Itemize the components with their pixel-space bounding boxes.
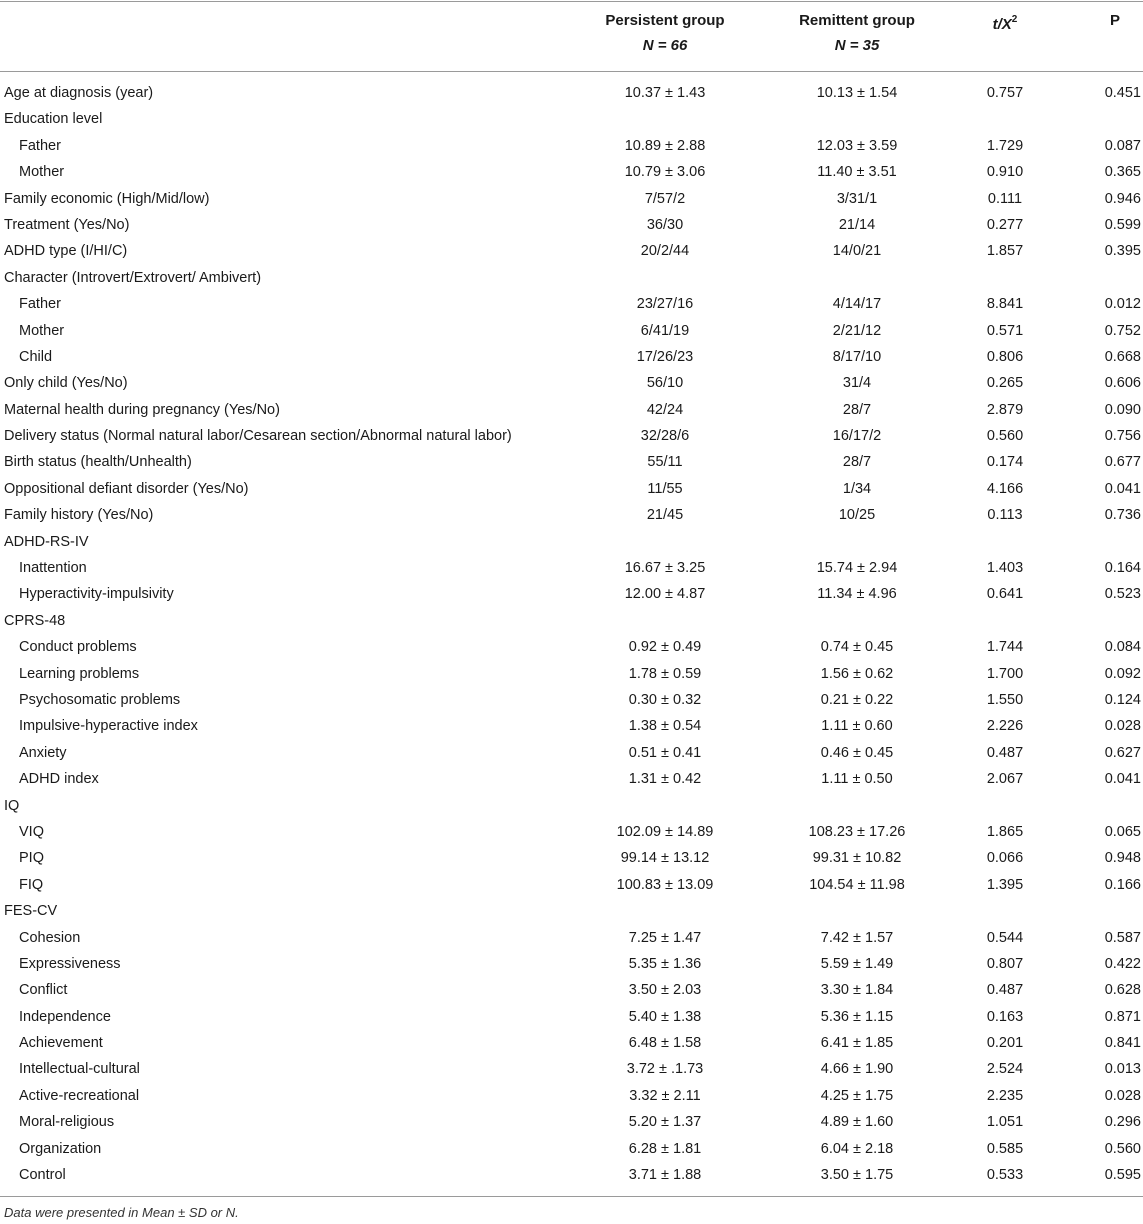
table-body xyxy=(0,80,1143,1188)
header-t-label: t/X xyxy=(992,16,1012,33)
p-value: 0.296 xyxy=(1104,1114,1141,1131)
row-label: Cohesion xyxy=(19,929,81,946)
t-statistic-value: 0.544 xyxy=(986,929,1024,946)
persistent-value: 10.79 ± 3.06 xyxy=(624,164,706,181)
persistent-value: 10.37 ± 1.43 xyxy=(624,85,706,101)
p-value: 0.041 xyxy=(1104,771,1141,788)
row-label: Conflict xyxy=(19,982,68,999)
t-statistic-value: 0.910 xyxy=(986,164,1024,181)
persistent-value: 0.92 ± 0.49 xyxy=(628,639,702,656)
t-statistic-value: 0.571 xyxy=(986,322,1024,339)
persistent-value: 0.51 ± 0.41 xyxy=(628,744,702,761)
remittent-value: 4.25 ± 1.75 xyxy=(820,1087,894,1104)
t-statistic-value: 0.757 xyxy=(986,85,1024,101)
table-row xyxy=(0,977,1143,1003)
t-statistic-value: 2.226 xyxy=(986,718,1024,735)
persistent-value: 3.50 ± 2.03 xyxy=(628,982,702,999)
t-statistic-value: 0.277 xyxy=(986,216,1024,233)
row-label: Oppositional defiant disorder (Yes/No) xyxy=(4,480,249,497)
p-value: 0.084 xyxy=(1104,639,1141,656)
p-value: 0.090 xyxy=(1104,401,1141,418)
table-row xyxy=(0,370,1143,396)
persistent-value: 1.78 ± 0.59 xyxy=(628,665,702,682)
row-label: Hyperactivity-impulsivity xyxy=(19,586,174,603)
t-statistic-value: 2.524 xyxy=(986,1061,1024,1078)
row-label: Control xyxy=(19,1167,66,1184)
remittent-value: 3/31/1 xyxy=(836,190,878,207)
p-value: 0.946 xyxy=(1104,190,1141,207)
persistent-value: 42/24 xyxy=(646,401,684,418)
t-statistic-value: 0.265 xyxy=(986,375,1024,392)
persistent-value: 10.89 ± 2.88 xyxy=(624,137,706,154)
persistent-value: 1.38 ± 0.54 xyxy=(628,718,702,735)
remittent-value: 10/25 xyxy=(838,507,876,524)
t-statistic-value: 2.067 xyxy=(986,771,1024,788)
table-row xyxy=(0,740,1143,766)
table-top-rule xyxy=(0,1,1143,2)
table-row xyxy=(0,133,1143,159)
row-label: Moral-religious xyxy=(19,1114,115,1131)
table-row xyxy=(0,845,1143,871)
remittent-value: 1.11 ± 0.60 xyxy=(821,718,893,735)
remittent-value: 5.36 ± 1.15 xyxy=(820,1008,894,1025)
table-row xyxy=(0,687,1143,713)
p-value: 0.841 xyxy=(1104,1035,1141,1052)
p-value: 0.065 xyxy=(1104,823,1141,840)
t-statistic-value: 0.174 xyxy=(986,454,1024,471)
t-statistic-value: 1.395 xyxy=(986,876,1024,893)
remittent-value: 21/14 xyxy=(838,216,876,233)
row-label: Father xyxy=(19,296,61,313)
table-footnote: Data were presented in Mean ± SD or N. xyxy=(4,1205,239,1220)
persistent-value: 12.00 ± 4.87 xyxy=(624,586,706,603)
t-statistic-value: 1.865 xyxy=(986,823,1024,840)
remittent-value: 4/14/17 xyxy=(832,296,882,313)
remittent-value: 108.23 ± 17.26 xyxy=(808,823,906,840)
table-row xyxy=(0,397,1143,423)
persistent-value: 6.48 ± 1.58 xyxy=(628,1035,702,1052)
remittent-value: 14/0/21 xyxy=(832,243,882,260)
p-value: 0.871 xyxy=(1104,1008,1141,1025)
t-statistic-value: 1.550 xyxy=(986,691,1024,708)
header-test-statistic xyxy=(975,8,1035,37)
persistent-value: 16.67 ± 3.25 xyxy=(624,560,706,577)
table-row xyxy=(0,872,1143,898)
t-statistic-value: 2.879 xyxy=(986,401,1024,418)
persistent-value: 20/2/44 xyxy=(640,243,690,260)
row-label: ADHD type (I/HI/C) xyxy=(4,243,128,260)
row-label: Independence xyxy=(19,1008,111,1025)
table-row xyxy=(0,529,1143,555)
t-statistic-value: 0.066 xyxy=(986,850,1024,867)
row-label: Age at diagnosis (year) xyxy=(4,85,154,101)
p-value: 0.028 xyxy=(1104,1087,1141,1104)
row-label: ADHD index xyxy=(19,771,99,788)
t-statistic-value: 0.113 xyxy=(987,507,1023,524)
p-value: 0.752 xyxy=(1104,322,1141,339)
p-value: 0.041 xyxy=(1104,480,1141,497)
persistent-value: 3.32 ± 2.11 xyxy=(629,1087,701,1104)
remittent-value: 4.89 ± 1.60 xyxy=(820,1114,894,1131)
t-statistic-value: 4.166 xyxy=(986,480,1024,497)
table-row xyxy=(0,159,1143,185)
p-value: 0.948 xyxy=(1104,850,1141,867)
table-row xyxy=(0,661,1143,687)
p-value: 0.756 xyxy=(1104,428,1141,445)
persistent-value: 5.35 ± 1.36 xyxy=(628,955,702,972)
persistent-value: 21/45 xyxy=(646,507,684,524)
t-statistic-value: 0.806 xyxy=(986,348,1024,365)
row-label: Child xyxy=(19,348,53,365)
header-persistent-n: N = 66 xyxy=(642,37,688,54)
remittent-value: 6.04 ± 2.18 xyxy=(820,1140,894,1157)
row-label: FES-CV xyxy=(4,903,58,920)
header-t-superscript: 2 xyxy=(1011,14,1018,25)
remittent-value: 12.03 ± 3.59 xyxy=(816,137,898,154)
remittent-value: 28/7 xyxy=(842,401,872,418)
persistent-value: 7.25 ± 1.47 xyxy=(628,929,702,946)
p-value: 0.599 xyxy=(1104,216,1141,233)
persistent-value: 5.20 ± 1.37 xyxy=(628,1114,702,1131)
table-row xyxy=(0,1162,1143,1188)
p-value: 0.124 xyxy=(1104,691,1141,708)
t-statistic-value: 1.729 xyxy=(986,137,1024,154)
row-label: Birth status (health/Unhealth) xyxy=(4,454,192,471)
table-row xyxy=(0,344,1143,370)
header-remittent-group xyxy=(782,8,932,58)
p-value: 0.028 xyxy=(1104,718,1141,735)
row-label: Inattention xyxy=(19,560,87,577)
row-label: VIQ xyxy=(19,823,44,840)
row-label: Education level xyxy=(4,111,103,128)
row-label: Expressiveness xyxy=(19,955,121,972)
table-row xyxy=(0,502,1143,528)
table-row xyxy=(0,291,1143,317)
row-label: PIQ xyxy=(19,850,44,867)
persistent-value: 7/57/2 xyxy=(644,190,686,207)
table-row xyxy=(0,634,1143,660)
remittent-value: 8/17/10 xyxy=(832,348,882,365)
p-value: 0.736 xyxy=(1104,507,1141,524)
remittent-value: 0.74 ± 0.45 xyxy=(820,639,894,656)
persistent-value: 3.71 ± 1.88 xyxy=(628,1167,702,1184)
persistent-value: 3.72 ± .1.73 xyxy=(626,1061,704,1078)
table-row xyxy=(0,555,1143,581)
table-row xyxy=(0,186,1143,212)
header-remittent-n: N = 35 xyxy=(834,37,880,54)
remittent-value: 11.34 ± 4.96 xyxy=(817,586,897,603)
persistent-value: 32/28/6 xyxy=(640,428,690,445)
p-value: 0.166 xyxy=(1104,876,1141,893)
t-statistic-value: 0.111 xyxy=(987,190,1023,207)
t-statistic-value: 1.700 xyxy=(986,665,1024,682)
row-label: Character (Introvert/Extrovert/ Ambivert) xyxy=(4,269,262,286)
row-label: Psychosomatic problems xyxy=(19,691,181,708)
remittent-value: 15.74 ± 2.94 xyxy=(816,560,898,577)
t-statistic-value: 0.201 xyxy=(986,1035,1024,1052)
t-statistic-value: 0.641 xyxy=(986,586,1024,603)
table-row xyxy=(0,423,1143,449)
remittent-value: 4.66 ± 1.90 xyxy=(820,1061,894,1078)
persistent-value: 1.31 ± 0.42 xyxy=(628,771,702,788)
table-row xyxy=(0,238,1143,264)
p-value: 0.627 xyxy=(1104,744,1141,761)
row-label: Anxiety xyxy=(19,744,67,761)
table-row xyxy=(0,608,1143,634)
table-row xyxy=(0,318,1143,344)
p-value: 0.523 xyxy=(1104,586,1141,603)
remittent-value: 1.56 ± 0.62 xyxy=(820,665,894,682)
t-statistic-value: 0.585 xyxy=(986,1140,1024,1157)
p-value: 0.395 xyxy=(1104,243,1141,260)
table-bottom-rule xyxy=(0,1196,1143,1197)
persistent-value: 6.28 ± 1.81 xyxy=(628,1140,702,1157)
remittent-value: 104.54 ± 11.98 xyxy=(809,876,905,893)
remittent-value: 7.42 ± 1.57 xyxy=(820,929,894,946)
remittent-value: 16/17/2 xyxy=(832,428,882,445)
remittent-value: 99.31 ± 10.82 xyxy=(812,850,902,867)
t-statistic-value: 0.560 xyxy=(986,428,1024,445)
p-value: 0.560 xyxy=(1104,1140,1141,1157)
table-row xyxy=(0,898,1143,924)
table-row xyxy=(0,1136,1143,1162)
remittent-value: 11.40 ± 3.51 xyxy=(817,164,897,181)
persistent-value: 36/30 xyxy=(646,216,684,233)
table-row xyxy=(0,265,1143,291)
persistent-value: 11/55 xyxy=(647,480,683,497)
p-value: 0.677 xyxy=(1104,454,1141,471)
persistent-value: 100.83 ± 13.09 xyxy=(616,876,714,893)
t-statistic-value: 1.051 xyxy=(986,1114,1024,1131)
table-row xyxy=(0,80,1143,106)
table-row xyxy=(0,1109,1143,1135)
table-row xyxy=(0,476,1143,502)
table-row xyxy=(0,819,1143,845)
t-statistic-value: 1.403 xyxy=(986,560,1024,577)
table-row xyxy=(0,581,1143,607)
t-statistic-value: 0.807 xyxy=(986,955,1024,972)
remittent-value: 10.13 ± 1.54 xyxy=(816,85,898,101)
p-value: 0.164 xyxy=(1104,560,1141,577)
table-row xyxy=(0,212,1143,238)
t-statistic-value: 8.841 xyxy=(986,296,1024,313)
table-row xyxy=(0,713,1143,739)
row-label: Family history (Yes/No) xyxy=(4,507,154,524)
t-statistic-value: 0.487 xyxy=(986,744,1024,761)
row-label: Mother xyxy=(19,322,65,339)
remittent-value: 3.50 ± 1.75 xyxy=(820,1167,894,1184)
remittent-value: 5.59 ± 1.49 xyxy=(820,955,894,972)
remittent-value: 6.41 ± 1.85 xyxy=(820,1035,894,1052)
p-value: 0.668 xyxy=(1104,348,1141,365)
row-label: Achievement xyxy=(19,1035,103,1052)
row-label: Treatment (Yes/No) xyxy=(4,216,130,233)
row-label: Active-recreational xyxy=(19,1087,140,1104)
p-value: 0.451 xyxy=(1104,85,1141,101)
remittent-value: 0.46 ± 0.45 xyxy=(820,744,894,761)
table-row xyxy=(0,106,1143,132)
table-header-rule xyxy=(0,71,1143,72)
persistent-value: 102.09 ± 14.89 xyxy=(616,823,714,840)
header-p-value: P xyxy=(1109,12,1120,29)
table-row xyxy=(0,925,1143,951)
header-persistent-group xyxy=(590,8,740,58)
remittent-value: 31/4 xyxy=(842,375,872,392)
p-value: 0.587 xyxy=(1104,929,1141,946)
table-row xyxy=(0,449,1143,475)
t-statistic-value: 0.533 xyxy=(986,1167,1024,1184)
row-label: IQ xyxy=(4,797,20,814)
table-row xyxy=(0,1056,1143,1082)
t-statistic-value: 1.744 xyxy=(986,639,1024,656)
persistent-value: 6/41/19 xyxy=(640,322,690,339)
row-label: Delivery status (Normal natural labor/Cesarean section/Abnormal natural labor) xyxy=(4,428,512,445)
persistent-value: 99.14 ± 13.12 xyxy=(620,850,710,867)
table-row xyxy=(0,1004,1143,1030)
persistent-value: 17/26/23 xyxy=(636,348,694,365)
table-row xyxy=(0,766,1143,792)
table-row xyxy=(0,951,1143,977)
row-label: Intellectual-cultural xyxy=(19,1061,140,1078)
p-value: 0.595 xyxy=(1104,1167,1141,1184)
p-value: 0.092 xyxy=(1104,665,1141,682)
p-value: 0.013 xyxy=(1104,1061,1141,1078)
persistent-value: 5.40 ± 1.38 xyxy=(628,1008,702,1025)
persistent-value: 55/11 xyxy=(647,454,683,471)
p-value: 0.422 xyxy=(1104,955,1141,972)
remittent-value: 1/34 xyxy=(842,480,872,497)
t-statistic-value: 0.487 xyxy=(986,982,1024,999)
row-label: FIQ xyxy=(19,876,44,893)
row-label: Maternal health during pregnancy (Yes/No) xyxy=(4,401,280,418)
row-label: Organization xyxy=(19,1140,102,1157)
p-value: 0.628 xyxy=(1104,982,1141,999)
remittent-value: 2/21/12 xyxy=(832,322,882,339)
row-label: ADHD-RS-IV xyxy=(4,533,89,550)
remittent-value: 1.11 ± 0.50 xyxy=(821,771,893,788)
t-statistic-value: 2.235 xyxy=(986,1087,1024,1104)
row-label: Impulsive-hyperactive index xyxy=(19,718,198,735)
persistent-value: 0.30 ± 0.32 xyxy=(628,691,702,708)
persistent-value: 56/10 xyxy=(646,375,684,392)
row-label: Conduct problems xyxy=(19,639,137,656)
remittent-value: 3.30 ± 1.84 xyxy=(820,982,894,999)
remittent-value: 28/7 xyxy=(842,454,872,471)
row-label: Father xyxy=(19,137,61,154)
header-remittent-title: Remittent group xyxy=(799,12,915,29)
p-value: 0.606 xyxy=(1104,375,1141,392)
t-statistic-value: 1.857 xyxy=(986,243,1024,260)
header-persistent-title: Persistent group xyxy=(605,12,725,29)
p-value: 0.365 xyxy=(1104,164,1141,181)
persistent-value: 23/27/16 xyxy=(636,296,694,313)
table-row xyxy=(0,793,1143,819)
table-row xyxy=(0,1030,1143,1056)
row-label: Learning problems xyxy=(19,665,140,682)
p-value: 0.012 xyxy=(1104,296,1141,313)
t-statistic-value: 0.163 xyxy=(986,1008,1024,1025)
row-label: CPRS-48 xyxy=(4,612,66,629)
remittent-value: 0.21 ± 0.22 xyxy=(820,691,894,708)
row-label: Only child (Yes/No) xyxy=(4,375,128,392)
table-row xyxy=(0,1083,1143,1109)
p-value: 0.087 xyxy=(1104,137,1141,154)
row-label: Family economic (High/Mid/low) xyxy=(4,190,210,207)
row-label: Mother xyxy=(19,164,65,181)
